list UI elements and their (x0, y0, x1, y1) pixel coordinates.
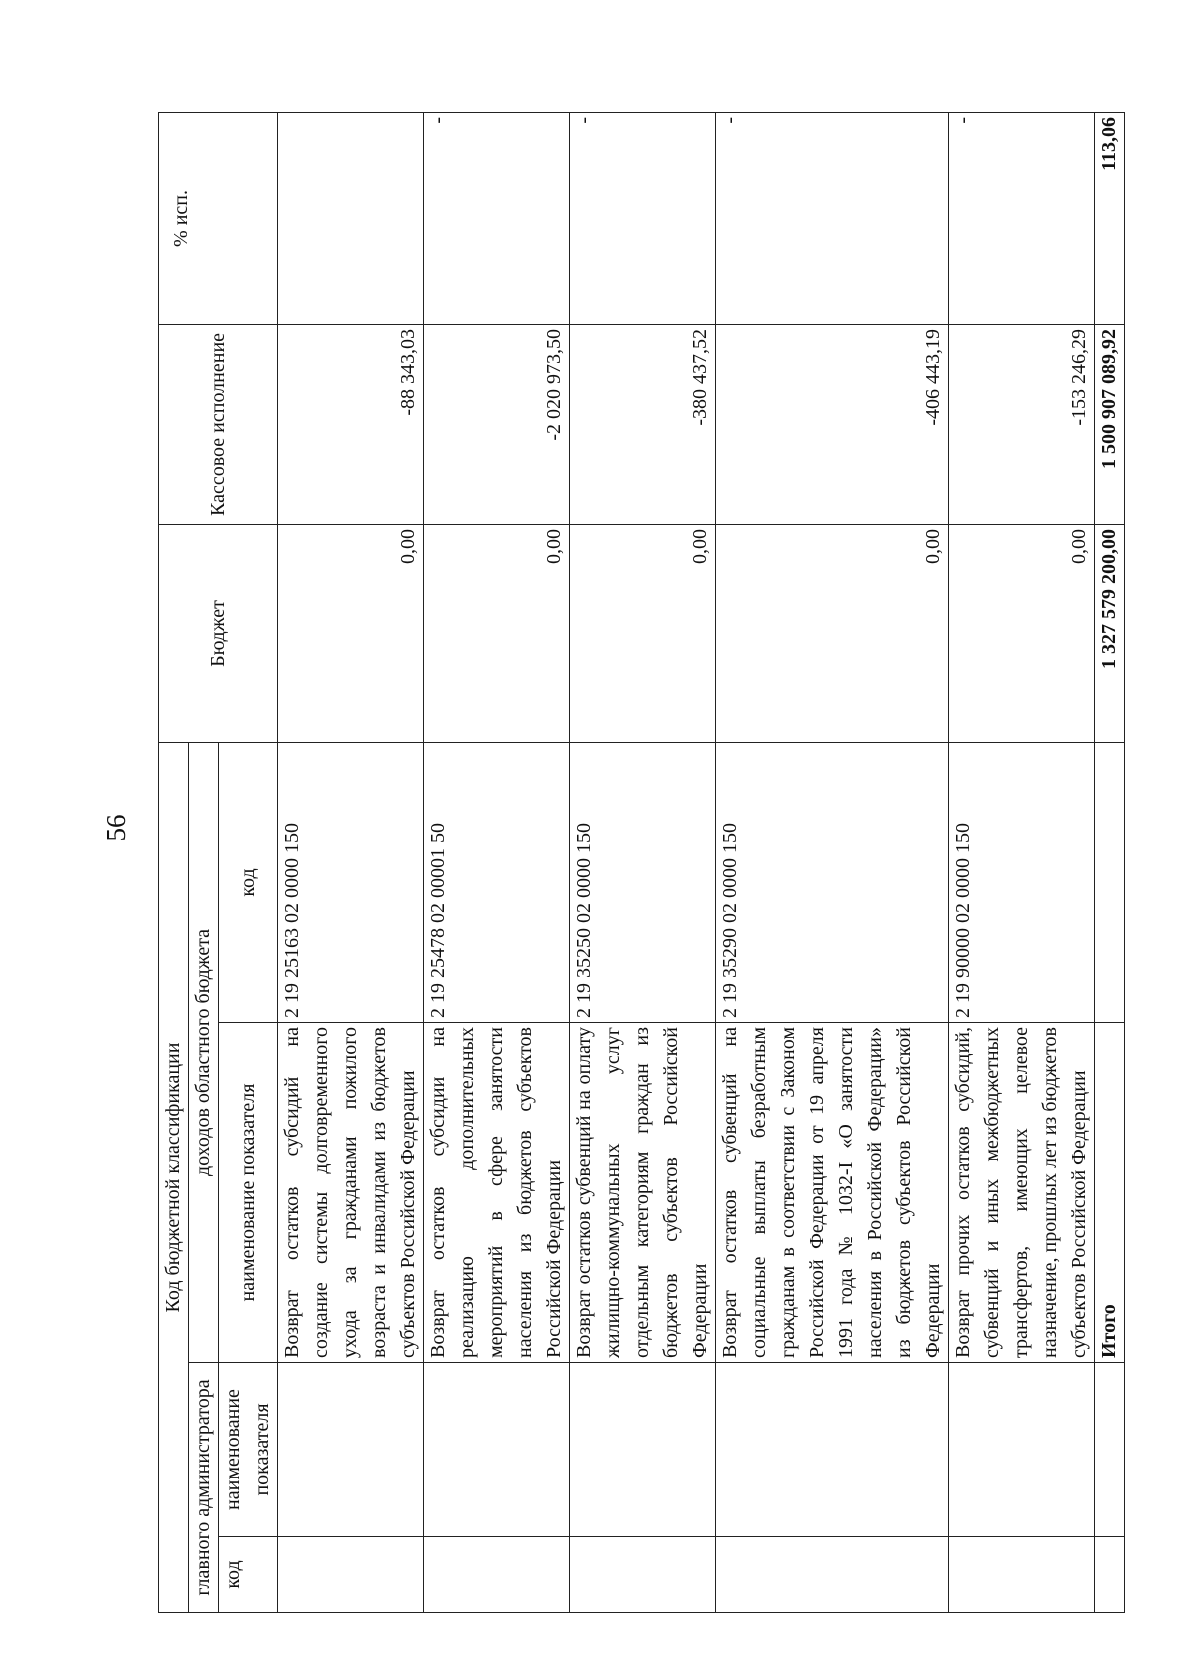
admin-name-cell (570, 1363, 716, 1537)
table-row (278, 112, 424, 1612)
table-header (159, 112, 278, 1612)
income-code-cell: 2 19 35250 02 0000 150 (570, 742, 716, 1022)
admin-name-cell (1095, 1363, 1125, 1537)
budget-cell: 0,00 (278, 524, 424, 742)
admin-code-cell (424, 1537, 570, 1613)
income-name-cell: Возврат прочих остатков субсидий, субвенций и иных межбюджетных трансфертов, имеющих целевое назначение, прошлых лет из бюджетов субъектов Российской Федерации (949, 1023, 1095, 1363)
header-income-name: наименование показателя (219, 1023, 278, 1363)
table-row (949, 112, 1095, 1612)
header-percent: % исп. (159, 112, 278, 324)
header-admin-name: наименование показателя (219, 1363, 278, 1537)
income-name-cell: Возврат остатков субвенций на социальные выплаты безработным гражданам в соответствии с Законом Российской Федерации от 19 апреля 1991 года № 1032-I «О занятости населения в Российской Федерации» из бюджетов субъектов Российской Федерации (716, 1023, 949, 1363)
total-budget: 1 327 579 200,00 (1095, 524, 1125, 742)
total-row (1095, 112, 1125, 1612)
income-code-cell (1095, 742, 1125, 1022)
total-label: Итого (1095, 1023, 1125, 1363)
total-execution: 1 500 907 089,92 (1095, 324, 1125, 524)
percent-cell: - (570, 112, 716, 324)
budget-cell: 0,00 (949, 524, 1095, 742)
income-name-cell: Возврат остатков субсидий на создание системы долговременного ухода за гражданами пожилого возраста и инвалидами из бюджетов субъектов Российской Федерации (278, 1023, 424, 1363)
budget-cell: 0,00 (424, 524, 570, 742)
rotated-table-container (158, 113, 1120, 1613)
percent-cell: - (949, 112, 1095, 324)
table-row (716, 112, 949, 1612)
total-percent: 113,06 (1095, 112, 1125, 324)
table-body (278, 112, 1125, 1612)
percent-cell: - (424, 112, 570, 324)
admin-name-cell (278, 1363, 424, 1537)
admin-code-cell (570, 1537, 716, 1613)
budget-revenue-table (158, 112, 1125, 1613)
admin-name-cell (716, 1363, 949, 1537)
execution-cell: -2 020 973,50 (424, 324, 570, 524)
header-admin-code: код (219, 1537, 278, 1613)
income-code-cell: 2 19 25163 02 0000 150 (278, 742, 424, 1022)
percent-cell: - (716, 112, 949, 324)
page-number: 56 (101, 814, 131, 842)
budget-cell: 0,00 (570, 524, 716, 742)
execution-cell: -380 437,52 (570, 324, 716, 524)
header-budget: Бюджет (159, 524, 278, 742)
execution-cell: -153 246,29 (949, 324, 1095, 524)
income-code-cell: 2 19 35290 02 0000 150 (716, 742, 949, 1022)
header-execution: Кассовое исполнение (159, 324, 278, 524)
income-code-cell: 2 19 90000 02 0000 150 (949, 742, 1095, 1022)
admin-name-cell (424, 1363, 570, 1537)
header-admin-group: главного администратора (189, 1363, 219, 1613)
income-name-cell: Возврат остатков субвенций на оплату жилищно-коммунальных услуг отдельным категориям граждан из бюджетов субъектов Российской Федерации (570, 1023, 716, 1363)
admin-name-cell (949, 1363, 1095, 1537)
income-code-cell: 2 19 25478 02 00001 50 (424, 742, 570, 1022)
budget-cell: 0,00 (716, 524, 949, 742)
table-row (424, 112, 570, 1612)
admin-code-cell (278, 1537, 424, 1613)
admin-code-cell (1095, 1537, 1125, 1613)
percent-cell (278, 112, 424, 324)
income-name-cell: Возврат остатков субсидии на реализацию дополнительных мероприятий в сфере занятости населения из бюджетов субъектов Российской Федерации (424, 1023, 570, 1363)
header-income-group: доходов областного бюджета (189, 742, 219, 1362)
header-income-code: код (219, 742, 278, 1022)
admin-code-cell (716, 1537, 949, 1613)
admin-code-cell (949, 1537, 1095, 1613)
execution-cell: -88 343,03 (278, 324, 424, 524)
table-row (570, 112, 716, 1612)
header-classification: Код бюджетной классификации (159, 742, 189, 1612)
execution-cell: -406 443,19 (716, 324, 949, 524)
